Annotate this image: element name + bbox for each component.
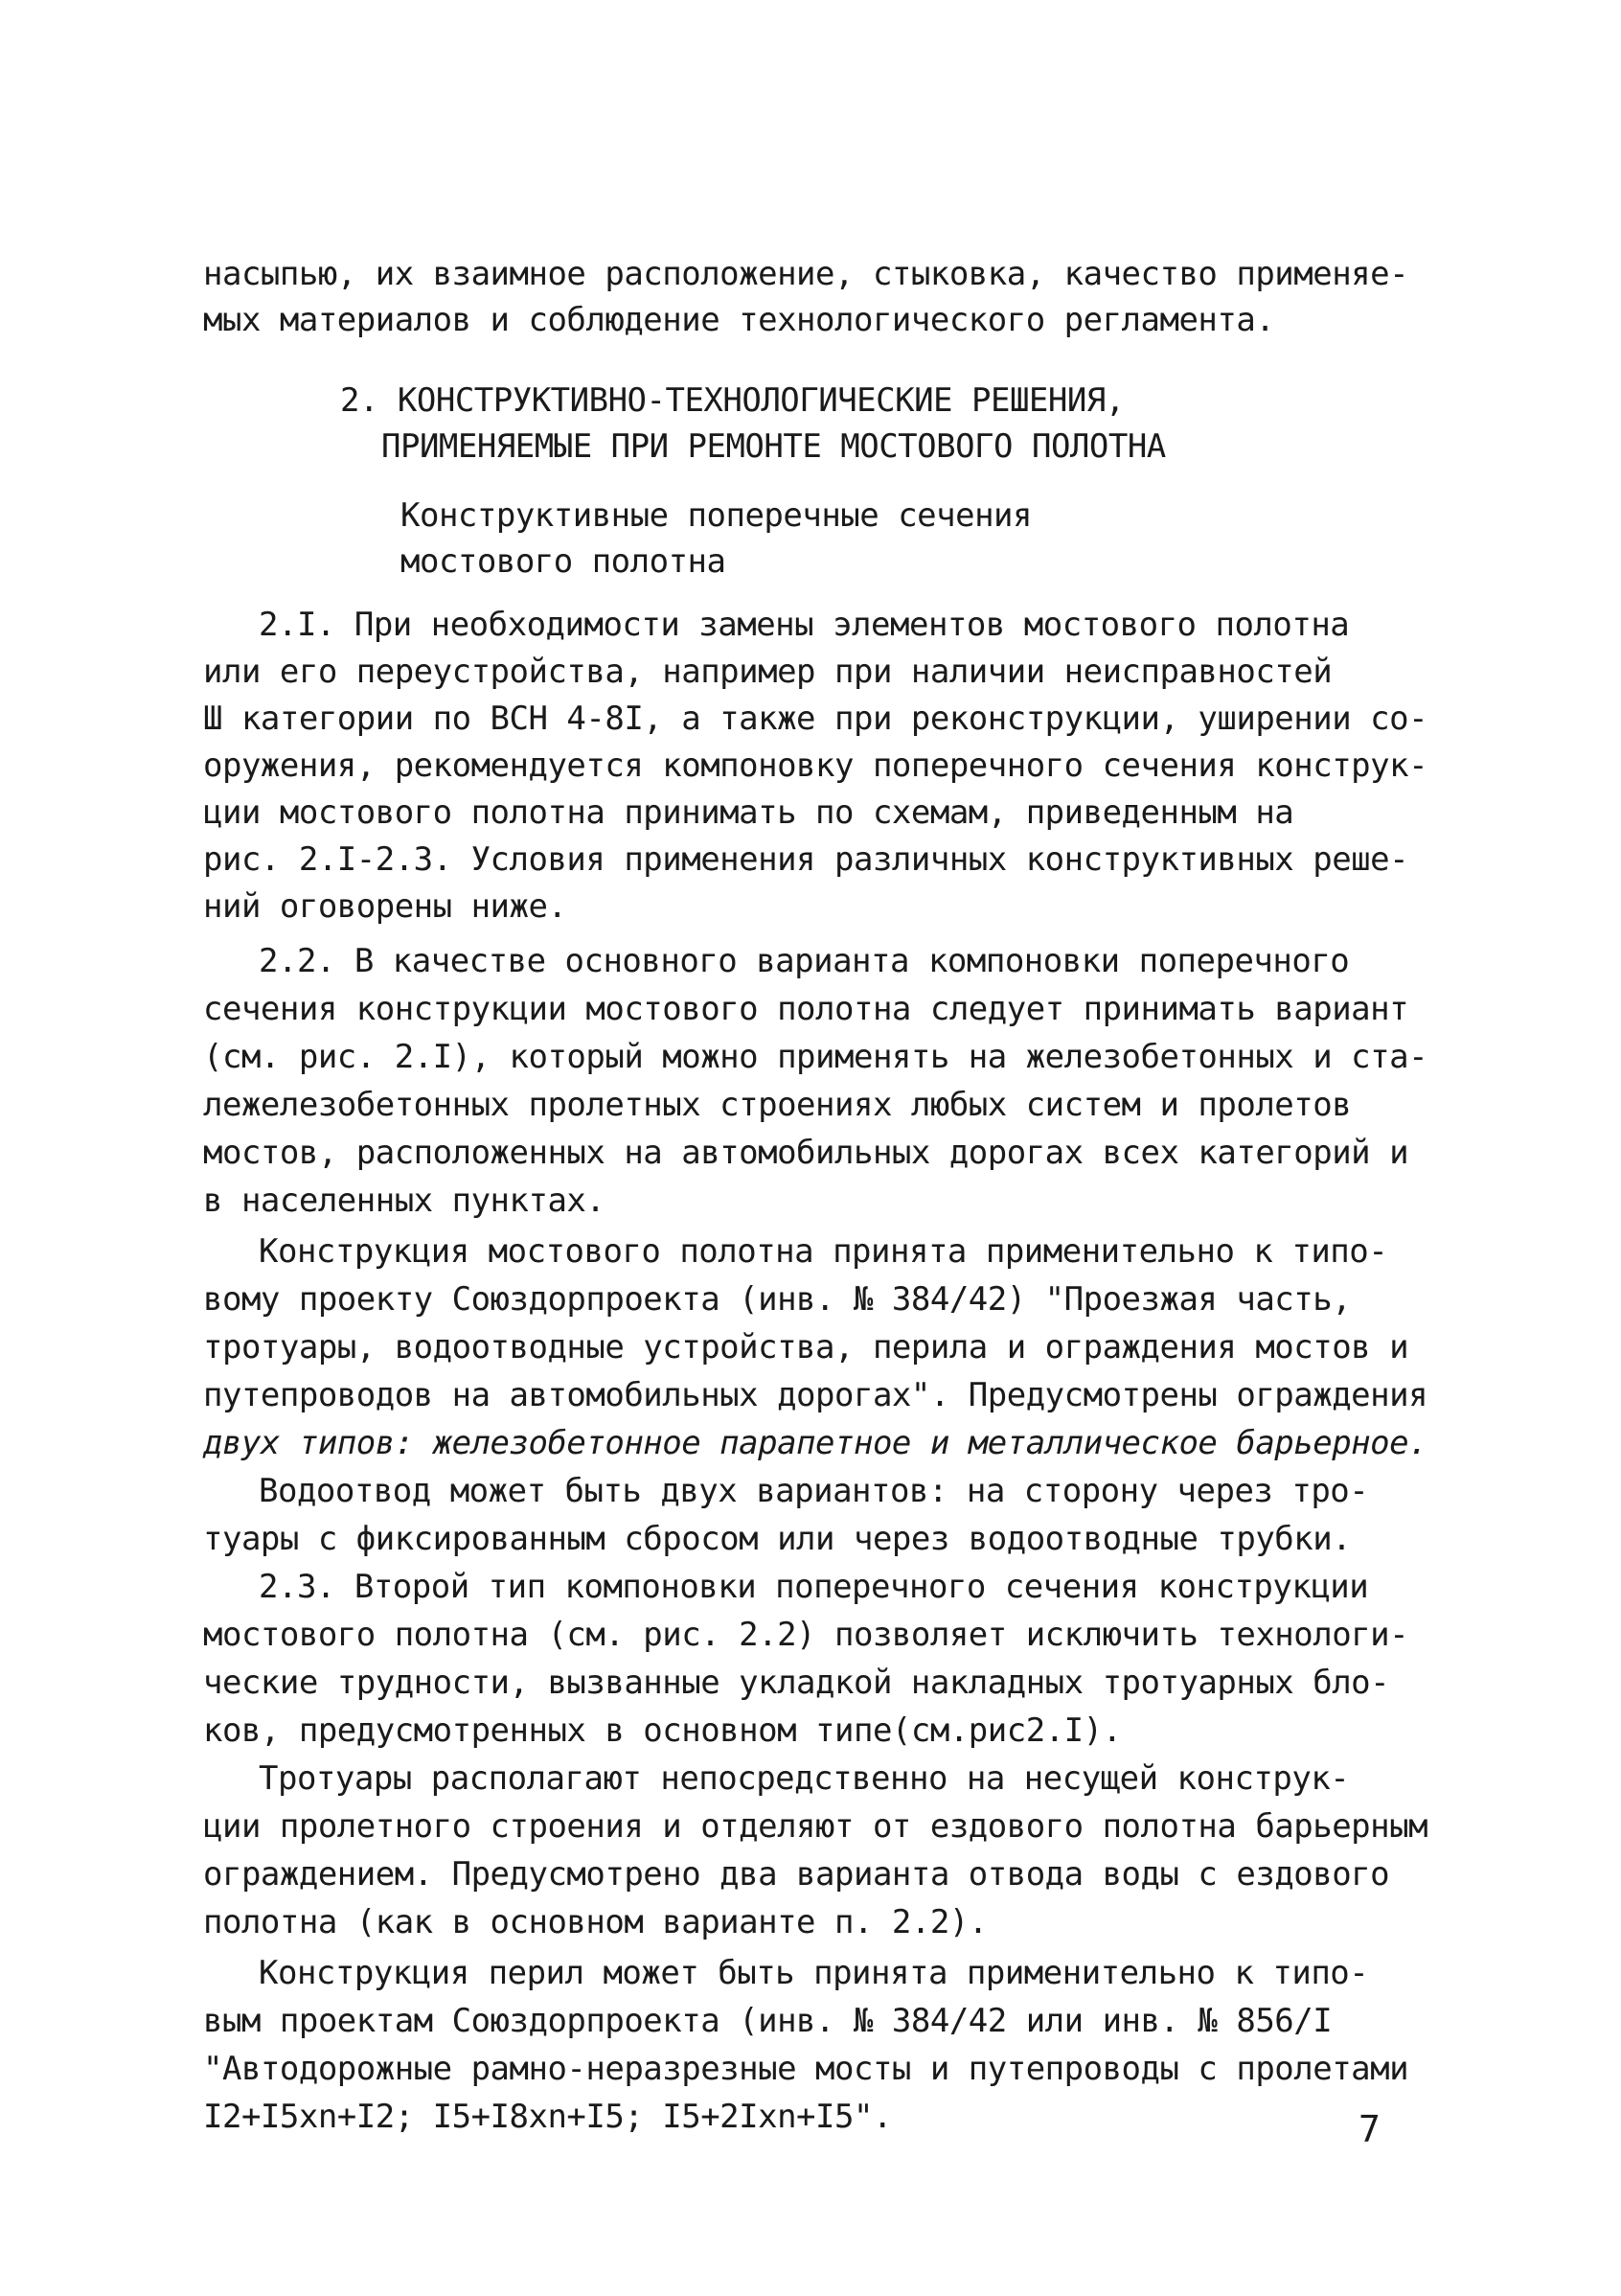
paragraph-construction-line: тротуары, водоотводные устройства, перила и ограждения мостов и: [203, 1328, 1409, 1366]
intro-line: насыпью, их взаимное расположение, стыковка, качество применяе-: [203, 255, 1409, 293]
paragraph-2-2-line: лежелезобетонных пролетных строениях любых систем и пролетов: [203, 1086, 1352, 1124]
paragraph-construction-line: путепроводов на автомобильных дорогах". Предусмотрены ограждения: [203, 1376, 1428, 1414]
paragraph-drainage-line: туары с фиксированным сбросом или через водоотводные трубки.: [203, 1520, 1352, 1558]
section-heading-line: 2. КОНСТРУКТИВНО-ТЕХНОЛОГИЧЕСКИЕ РЕШЕНИЯ,: [340, 381, 1125, 420]
paragraph-2-1-line: рис. 2.I-2.3. Условия применения различных конструктивных реше-: [203, 840, 1409, 879]
paragraph-railings-line: вым проектам Союздорпроекта (инв. № 384/42 или инв. № 856/I: [203, 2002, 1333, 2040]
paragraph-2-3-line: ческие трудности, вызванные укладкой накладных тротуарных бло-: [203, 1664, 1390, 1702]
paragraph-sidewalks-line: ции пролетного строения и отделяют от ездового полотна барьерным: [203, 1807, 1428, 1846]
page-number: 7: [1358, 2108, 1381, 2150]
subheading-line: мостового полотна: [400, 542, 726, 581]
paragraph-2-1-line: оружения, рекомендуется компоновку поперечного сечения конструк-: [203, 746, 1428, 785]
paragraph-sidewalks-line: Тротуары располагают непосредственно на несущей конструк-: [259, 1759, 1350, 1798]
subheading-line: Конструктивные поперечные сечения: [400, 496, 1033, 535]
paragraph-2-3-line: мостового полотна (см. рис. 2.2) позволяет исключить технологи-: [203, 1616, 1409, 1654]
paragraph-railings-line: Конструкция перил может быть принята применительно к типо-: [259, 1954, 1369, 1992]
paragraph-2-2-line: (см. рис. 2.I), который можно применять на железобетонных и ста-: [203, 1038, 1428, 1076]
paragraph-2-3-line: ков, предусмотренных в основном типе(см.рис2.I).: [203, 1711, 1122, 1750]
paragraph-2-1-line: 2.I. При необходимости замены элементов мостового полотна: [259, 606, 1350, 644]
paragraph-railings-line: I2+I5xn+I2; I5+I8xn+I5; I5+2Ixn+I5".: [203, 2098, 892, 2136]
paragraph-construction-line: двух типов: железобетонное парапетное и металлическое барьерное.: [203, 1424, 1428, 1462]
paragraph-2-2-line: в населенных пунктах.: [203, 1182, 605, 1220]
paragraph-2-2-line: сечения конструкции мостового полотна следует принимать вариант: [203, 990, 1409, 1028]
paragraph-2-2-line: мостов, расположенных на автомобильных дорогах всех категорий и: [203, 1134, 1409, 1172]
paragraph-sidewalks-line: ограждением. Предусмотрено два варианта отвода воды с ездового: [203, 1855, 1390, 1894]
section-heading-line: ПРИМЕНЯЕМЫЕ ПРИ РЕМОНТЕ МОСТОВОГО ПОЛОТНА: [381, 427, 1166, 466]
paragraph-2-1-line: ний оговорены ниже.: [203, 887, 567, 926]
paragraph-railings-line: "Автодорожные рамно-неразрезные мосты и путепроводы с пролетами: [203, 2050, 1409, 2088]
paragraph-2-1-line: Ш категории по ВСН 4-8I, а также при реконструкции, уширении со-: [203, 700, 1428, 738]
paragraph-construction-line: Конструкция мостового полотна принята применительно к типо-: [259, 1232, 1388, 1271]
paragraph-sidewalks-line: полотна (как в основном варианте п. 2.2).: [203, 1903, 988, 1941]
paragraph-2-3-line: 2.3. Второй тип компоновки поперечного сечения конструкции: [259, 1568, 1369, 1606]
paragraph-2-2-line: 2.2. В качестве основного варианта компоновки поперечного: [259, 942, 1350, 980]
paragraph-2-1-line: или его переустройства, например при наличии неисправностей: [203, 653, 1333, 691]
paragraph-2-1-line: ции мостового полотна принимать по схемам, приведенным на: [203, 793, 1294, 832]
paragraph-drainage-line: Водоотвод может быть двух вариантов: на сторону через тро-: [259, 1472, 1369, 1510]
paragraph-construction-line: вому проекту Союздорпроекта (инв. № 384/42) "Проезжая часть,: [203, 1280, 1352, 1319]
intro-line: мых материалов и соблюдение технологического регламента.: [203, 301, 1275, 339]
